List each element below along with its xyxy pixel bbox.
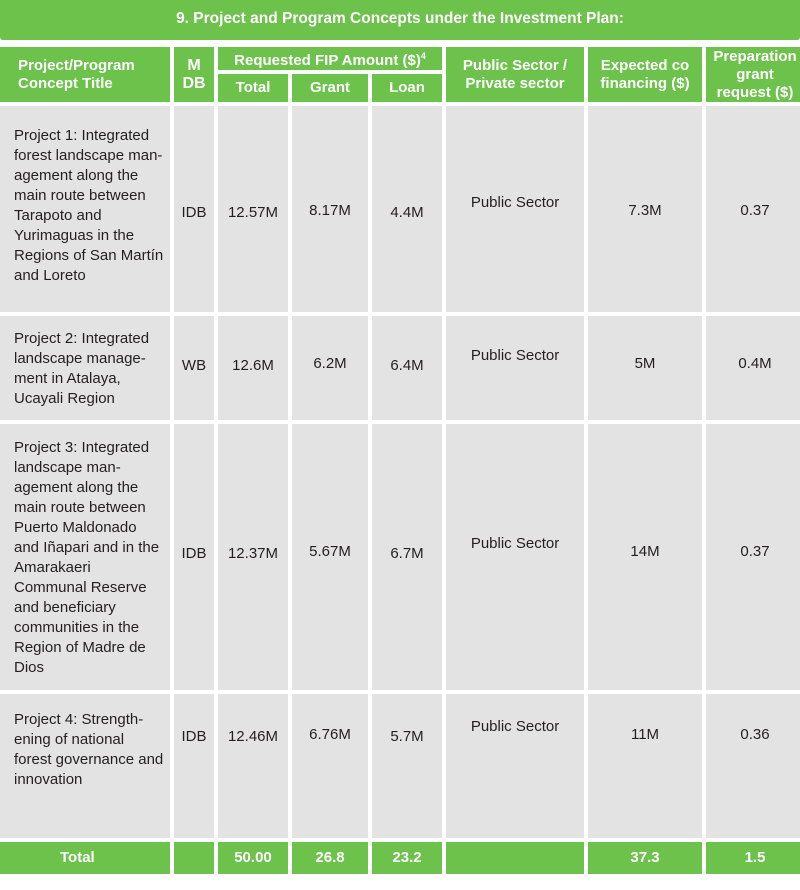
totals-label: Total [0,842,170,874]
table-row [0,106,800,312]
totals-sector-cell [446,842,584,874]
concept-title: Project 4: Strength-ening of national forest governance and innovation [0,694,170,838]
prep-cell: 0.37 [706,106,800,312]
cofinancing-cell: 14M [588,424,702,690]
prep-cell: 0.36 [706,694,800,838]
footnote-marker: 4 [420,51,426,61]
cofinancing-cell: 5M [588,316,702,420]
totals-total: 50.00 [218,842,288,874]
sector-cell: Public Sector [446,424,584,690]
totals-cofinancing: 37.3 [588,842,702,874]
header-loan: Loan [372,74,442,102]
header-total: Total [218,74,288,102]
concept-title: Project 3: Integrated landscape man-agement along the main route between Puerto Maldonado and Iñapari and in the Amarakaeri Communal Reserve and beneficiary communities in the Region of Madre de Dios [0,424,170,690]
totals-prep: 1.5 [706,842,800,874]
sector-cell: Public Sector [446,106,584,312]
table-row [0,316,800,420]
loan-cell: 5.7M [372,694,442,838]
total-cell: 12.57M [218,106,288,312]
totals-loan: 23.2 [372,842,442,874]
mdb-cell: WB [174,316,214,420]
sector-cell: Public Sector [446,316,584,420]
grant-cell: 6.76M [292,694,368,838]
loan-cell: 6.7M [372,424,442,690]
prep-cell: 0.4M [706,316,800,420]
concept-title: Project 1: Integrated forest landscape man-agement along the main route between Tarapoto and Yurimaguas in the Regions of San Martín and Loreto [0,106,170,312]
table-row [0,424,800,690]
header-grant: Grant [292,74,368,102]
header-cofinancing: Expected co financing ($) [588,47,702,102]
loan-cell: 6.4M [372,316,442,420]
mdb-cell: IDB [174,424,214,690]
investment-table [0,43,800,878]
total-cell: 12.6M [218,316,288,420]
grant-cell: 6.2M [292,316,368,420]
cofinancing-cell: 11M [588,694,702,838]
concept-title: Project 2: Integrated landscape manage-ment in Atalaya, Ucayali Region [0,316,170,420]
sector-cell: Public Sector [446,694,584,838]
total-cell: 12.37M [218,424,288,690]
mdb-cell: IDB [174,106,214,312]
prep-cell: 0.37 [706,424,800,690]
grant-cell: 8.17M [292,106,368,312]
mdb-cell: IDB [174,694,214,838]
cofinancing-cell: 7.3M [588,106,702,312]
header-sector: Public Sector / Private sector [446,47,584,102]
page-title: 9. Project and Program Concepts under the Investment Plan: [0,0,800,40]
totals-mdb-cell [174,842,214,874]
loan-cell: 4.4M [372,106,442,312]
grant-cell: 5.67M [292,424,368,690]
header-mdb: M DB [174,47,214,102]
header-preparation-grant: Preparation grant request ($) [706,47,800,102]
totals-grant: 26.8 [292,842,368,874]
total-cell: 12.46M [218,694,288,838]
table-row [0,694,800,838]
header-fip-amount: Requested FIP Amount ($)$^4$ [218,47,442,70]
header-concept-title: Project/Program Concept Title [0,47,170,102]
totals-row [0,842,800,874]
